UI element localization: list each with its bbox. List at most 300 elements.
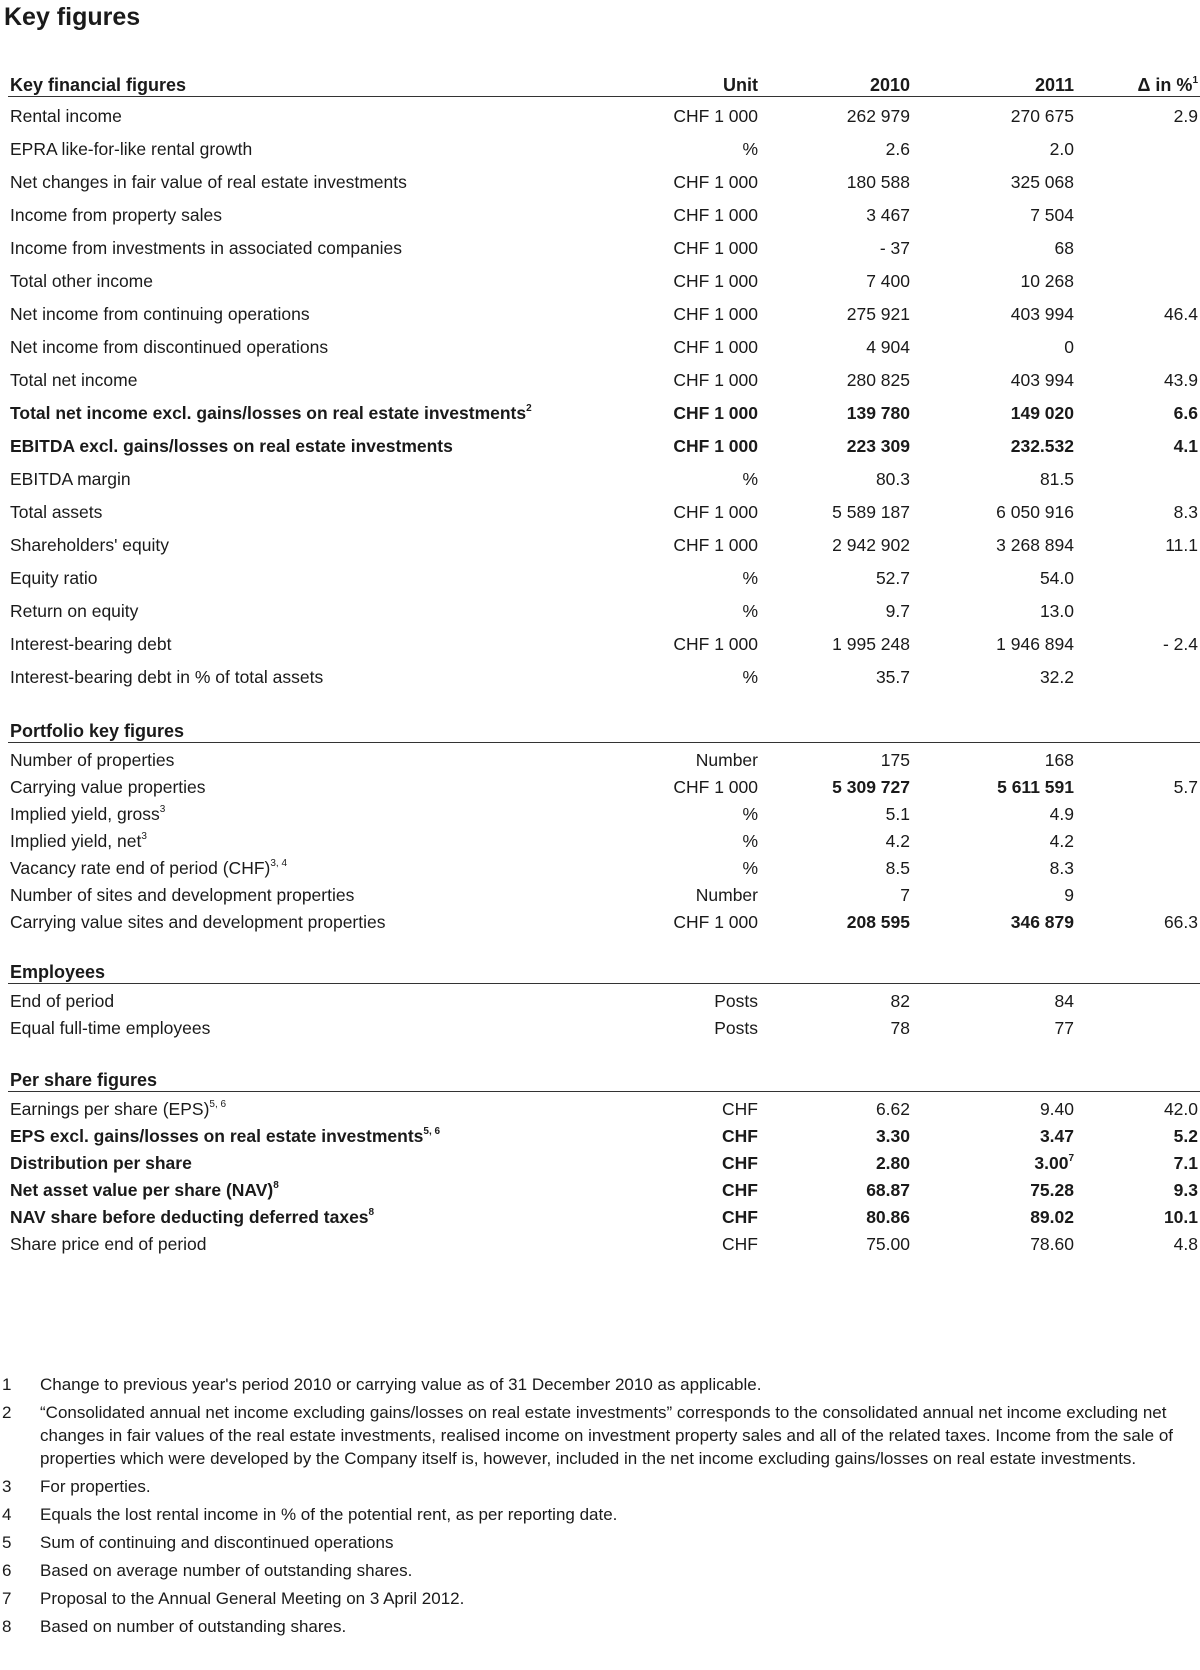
row-label-text: Carrying value properties bbox=[10, 777, 206, 797]
row-value-2011 bbox=[1040, 1099, 1074, 1120]
row-value-2011-text: 81.5 bbox=[1039, 469, 1074, 489]
row-unit: CHF 1 000 bbox=[673, 238, 758, 258]
row-value-2010: 8.5 bbox=[885, 858, 910, 878]
row-unit: Posts bbox=[714, 1018, 758, 1038]
row-value-2010: 223 309 bbox=[846, 436, 910, 456]
row-value-2010: 4 904 bbox=[866, 337, 910, 357]
row-label-text: Return on equity bbox=[10, 601, 139, 621]
row-value-2011-footnote: 7 bbox=[1068, 1153, 1074, 1164]
footnote-text: “Consolidated annual net income excluding gains/losses on real estate investments” corresponds to the consolidated annual net income excluding net changes in fair values of the real estate investments, realised income on investment property sales and all of the related taxes. Income from the sale of properties which were developed by the Company itself is, however, included in the net income excluding gains/losses on real estate investments. bbox=[40, 1403, 1173, 1468]
row-value-2011-text: 325 068 bbox=[1010, 172, 1074, 192]
row-value-2011-text: 149 020 bbox=[1010, 403, 1074, 423]
row-label bbox=[10, 139, 252, 160]
section-title: Key financial figures bbox=[10, 75, 187, 95]
row-value-2011 bbox=[996, 502, 1074, 523]
row-label-footnote: 5, 6 bbox=[423, 1126, 441, 1137]
row-delta: 11.1 bbox=[1165, 535, 1198, 555]
table-row bbox=[8, 912, 1200, 939]
table-row bbox=[8, 238, 1200, 271]
row-unit: % bbox=[742, 601, 758, 621]
row-unit: CHF 1 000 bbox=[673, 370, 758, 390]
table-row bbox=[8, 1180, 1200, 1207]
row-value-2011-text: 4.9 bbox=[1049, 804, 1074, 824]
table-row bbox=[8, 634, 1200, 667]
table-row bbox=[8, 601, 1200, 634]
row-value-2011 bbox=[1064, 885, 1074, 906]
table-row bbox=[8, 804, 1200, 831]
table-row bbox=[8, 172, 1200, 205]
row-label bbox=[10, 1153, 192, 1174]
row-label bbox=[10, 436, 453, 457]
row-value-2011 bbox=[1040, 469, 1074, 490]
table-row bbox=[8, 1234, 1200, 1261]
row-value-2011 bbox=[1030, 1180, 1074, 1201]
footnote-number: 1 bbox=[2, 1375, 12, 1394]
row-label bbox=[10, 1234, 207, 1255]
row-label-text: Interest-bearing debt bbox=[10, 634, 172, 654]
row-label bbox=[10, 535, 169, 556]
page-title: Key figures bbox=[4, 3, 141, 31]
table-row bbox=[8, 337, 1200, 370]
row-unit: % bbox=[742, 858, 758, 878]
row-unit: % bbox=[742, 667, 758, 687]
row-value-2010: 80.86 bbox=[866, 1207, 910, 1227]
row-value-2011 bbox=[1040, 1126, 1074, 1147]
row-unit: CHF bbox=[722, 1207, 758, 1227]
row-label bbox=[10, 304, 310, 325]
row-label-text: Earnings per share (EPS) bbox=[10, 1099, 210, 1119]
section-header bbox=[8, 720, 1200, 743]
row-unit: CHF bbox=[722, 1126, 758, 1146]
footnote-number: 3 bbox=[2, 1477, 12, 1496]
row-unit: Posts bbox=[714, 991, 758, 1011]
row-value-2011-text: 8.3 bbox=[1049, 858, 1074, 878]
row-label-text: Net changes in fair value of real estate investments bbox=[10, 172, 407, 192]
col-header-unit: Unit bbox=[723, 75, 758, 95]
row-value-2011-text: 1 946 894 bbox=[996, 634, 1074, 654]
footnote-item bbox=[0, 1615, 1192, 1638]
row-label bbox=[10, 667, 323, 688]
row-label-text: Equal full-time employees bbox=[10, 1018, 211, 1038]
row-unit: CHF 1 000 bbox=[673, 205, 758, 225]
row-delta: 46.4 bbox=[1163, 304, 1198, 324]
row-unit: CHF 1 000 bbox=[673, 634, 758, 654]
row-value-2011 bbox=[1030, 1234, 1074, 1255]
row-delta: 2.9 bbox=[1173, 106, 1198, 126]
footnote-item bbox=[0, 1475, 1192, 1498]
row-label bbox=[10, 271, 153, 292]
row-value-2010: - 37 bbox=[879, 238, 910, 258]
row-value-2011-text: 3.47 bbox=[1039, 1126, 1074, 1146]
row-value-2011-text: 7 504 bbox=[1030, 205, 1074, 225]
section-header bbox=[8, 961, 1200, 984]
table-row bbox=[8, 1207, 1200, 1234]
row-value-2011 bbox=[1055, 1018, 1074, 1039]
row-unit: CHF 1 000 bbox=[673, 271, 758, 291]
row-label-text: Share price end of period bbox=[10, 1234, 207, 1254]
row-label-text: Implied yield, net bbox=[10, 831, 142, 851]
row-label-text: Net asset value per share (NAV) bbox=[10, 1180, 274, 1200]
row-value-2011-text: 5 611 591 bbox=[997, 777, 1074, 797]
row-value-2010: 7 400 bbox=[866, 271, 910, 291]
row-value-2011-text: 13.0 bbox=[1039, 601, 1074, 621]
row-label-footnote: 2 bbox=[526, 403, 532, 414]
row-unit: CHF 1 000 bbox=[673, 304, 758, 324]
row-value-2011-text: 403 994 bbox=[1010, 370, 1074, 390]
row-unit: CHF bbox=[722, 1180, 758, 1200]
row-value-2011 bbox=[1011, 436, 1074, 457]
col-header-2010: 2010 bbox=[869, 75, 910, 95]
row-label bbox=[10, 238, 402, 259]
row-unit: CHF 1 000 bbox=[673, 912, 758, 932]
row-unit: % bbox=[742, 831, 758, 851]
col-header-2011: 2011 bbox=[1034, 75, 1074, 95]
row-label-footnote: 3, 4 bbox=[270, 858, 288, 869]
row-value-2011 bbox=[1050, 804, 1074, 825]
section-1 bbox=[8, 720, 1200, 932]
row-value-2010: 35.7 bbox=[875, 667, 910, 687]
row-value-2011 bbox=[1030, 205, 1074, 226]
row-label bbox=[10, 885, 354, 906]
row-label-text: EPRA like-for-like rental growth bbox=[10, 139, 253, 159]
row-label-text: EPS excl. gains/losses on real estate investments bbox=[10, 1126, 424, 1146]
row-value-2010: 75.00 bbox=[866, 1234, 910, 1254]
row-label-text: Distribution per share bbox=[10, 1153, 192, 1173]
row-label-text: Total net income bbox=[10, 370, 138, 390]
row-delta: - 2.4 bbox=[1162, 634, 1198, 654]
footnote-number: 7 bbox=[2, 1589, 12, 1608]
row-label-text: Vacancy rate end of period (CHF) bbox=[10, 858, 271, 878]
row-value-2010: 4.2 bbox=[885, 831, 910, 851]
row-value-2011 bbox=[1050, 831, 1074, 852]
row-value-2011-text: 89.02 bbox=[1030, 1207, 1074, 1227]
row-label-text: Total other income bbox=[10, 271, 153, 291]
row-value-2010: 180 588 bbox=[846, 172, 910, 192]
row-delta: 8.3 bbox=[1173, 502, 1198, 522]
row-delta: 4.1 bbox=[1173, 436, 1198, 456]
row-value-2010: 2.80 bbox=[875, 1153, 910, 1173]
row-value-2011-text: 32.2 bbox=[1039, 667, 1074, 687]
footnote-text: Proposal to the Annual General Meeting on 3 April 2012. bbox=[40, 1589, 465, 1608]
row-value-2011-text: 77 bbox=[1054, 1018, 1074, 1038]
row-value-2010: 78 bbox=[890, 1018, 910, 1038]
row-value-2011-text: 0 bbox=[1064, 337, 1074, 357]
row-value-2011 bbox=[1050, 139, 1074, 160]
table-row bbox=[8, 1153, 1200, 1180]
row-label-text: Income from property sales bbox=[10, 205, 223, 225]
row-unit: CHF 1 000 bbox=[673, 777, 758, 797]
row-label bbox=[10, 502, 102, 523]
row-value-2010: 82 bbox=[890, 991, 910, 1011]
row-value-2010: 5 589 187 bbox=[832, 502, 910, 522]
section-title: Portfolio key figures bbox=[10, 721, 185, 741]
row-unit: CHF 1 000 bbox=[673, 403, 758, 423]
row-value-2011 bbox=[1040, 601, 1074, 622]
row-label bbox=[10, 750, 174, 771]
footnote-item bbox=[0, 1531, 1192, 1554]
row-value-2011-text: 168 bbox=[1044, 750, 1074, 770]
row-value-2011-text: 4.2 bbox=[1049, 831, 1074, 851]
row-delta: 9.3 bbox=[1173, 1180, 1198, 1200]
row-value-2010: 280 825 bbox=[846, 370, 910, 390]
footnote-text: For properties. bbox=[40, 1477, 151, 1496]
section-3 bbox=[8, 1069, 1200, 1254]
footnotes bbox=[0, 1373, 1192, 1643]
row-label bbox=[10, 205, 222, 226]
section-2 bbox=[8, 961, 1200, 1038]
row-unit: CHF 1 000 bbox=[673, 535, 758, 555]
row-delta: 66.3 bbox=[1163, 912, 1198, 932]
row-value-2011 bbox=[1040, 568, 1074, 589]
row-value-2011-text: 3 268 894 bbox=[996, 535, 1074, 555]
row-label bbox=[10, 831, 147, 852]
row-value-2010: 139 780 bbox=[846, 403, 910, 423]
row-value-2011-text: 75.28 bbox=[1030, 1180, 1074, 1200]
table-row bbox=[8, 667, 1200, 700]
row-value-2010: 7 bbox=[900, 885, 910, 905]
row-delta: 5.2 bbox=[1173, 1126, 1198, 1146]
row-value-2010: 52.7 bbox=[875, 568, 910, 588]
row-value-2010: 262 979 bbox=[846, 106, 910, 126]
row-unit: % bbox=[742, 139, 758, 159]
section-title: Per share figures bbox=[10, 1070, 158, 1090]
table-row bbox=[8, 750, 1200, 777]
row-value-2011 bbox=[1045, 750, 1074, 771]
table-row bbox=[8, 106, 1200, 139]
footnote-text: Equals the lost rental income in % of the potential rent, as per reporting date. bbox=[40, 1505, 618, 1524]
table-row bbox=[8, 436, 1200, 469]
row-value-2011-text: 6 050 916 bbox=[996, 502, 1074, 522]
row-value-2011-text: 3.00 bbox=[1034, 1153, 1069, 1173]
table-row bbox=[8, 271, 1200, 304]
row-value-2011-text: 78.60 bbox=[1030, 1234, 1074, 1254]
row-label-text: End of period bbox=[10, 991, 115, 1011]
row-label-text: Carrying value sites and development properties bbox=[10, 912, 386, 932]
row-label-text: Net income from continuing operations bbox=[10, 304, 310, 324]
row-value-2010: 80.3 bbox=[875, 469, 910, 489]
footnote-item bbox=[0, 1401, 1192, 1470]
row-label-text: EBITDA margin bbox=[10, 469, 131, 489]
row-label bbox=[10, 634, 172, 655]
row-value-2010: 68.87 bbox=[866, 1180, 910, 1200]
row-label-text: Total assets bbox=[10, 502, 103, 522]
row-label-text: Net income from discontinued operations bbox=[10, 337, 329, 357]
row-unit: CHF 1 000 bbox=[673, 337, 758, 357]
section-0 bbox=[8, 74, 1200, 687]
table-row bbox=[8, 568, 1200, 601]
row-label-text: Total net income excl. gains/losses on real estate investments bbox=[10, 403, 527, 423]
table-row bbox=[8, 469, 1200, 502]
row-label bbox=[10, 912, 385, 933]
row-label-text: Shareholders' equity bbox=[10, 535, 169, 555]
row-unit: CHF 1 000 bbox=[673, 436, 758, 456]
row-value-2011 bbox=[1011, 172, 1074, 193]
row-label bbox=[10, 1180, 279, 1201]
table-row bbox=[8, 535, 1200, 568]
row-unit: CHF 1 000 bbox=[673, 106, 758, 126]
row-label-text: Equity ratio bbox=[10, 568, 98, 588]
row-delta: 5.7 bbox=[1173, 777, 1198, 797]
row-value-2011 bbox=[1011, 403, 1074, 424]
table-row bbox=[8, 205, 1200, 238]
row-unit: Number bbox=[695, 885, 758, 905]
row-unit: CHF bbox=[722, 1153, 758, 1173]
row-unit: % bbox=[742, 568, 758, 588]
row-value-2010: 175 bbox=[880, 750, 910, 770]
footnote-text: Sum of continuing and discontinued operations bbox=[40, 1533, 394, 1552]
col-header-delta bbox=[1137, 74, 1198, 96]
footnote-number: 2 bbox=[2, 1403, 12, 1422]
section-title: Employees bbox=[10, 962, 106, 982]
row-value-2010: 5.1 bbox=[885, 804, 910, 824]
footnote-number: 4 bbox=[2, 1505, 12, 1524]
row-value-2011-text: 54.0 bbox=[1039, 568, 1074, 588]
footnote-number: 8 bbox=[2, 1617, 12, 1636]
footnote-number: 6 bbox=[2, 1561, 12, 1580]
row-value-2011 bbox=[1034, 1153, 1074, 1174]
row-label-text: EBITDA excl. gains/losses on real estate investments bbox=[10, 436, 453, 456]
row-label-text: NAV share before deducting deferred taxes bbox=[10, 1207, 369, 1227]
row-label bbox=[10, 777, 206, 798]
row-delta: 10.1 bbox=[1163, 1207, 1198, 1227]
row-label bbox=[10, 106, 122, 127]
row-value-2011-text: 232.532 bbox=[1010, 436, 1074, 456]
row-label-text: Interest-bearing debt in % of total assets bbox=[10, 667, 324, 687]
row-label bbox=[10, 370, 137, 391]
table-row bbox=[8, 885, 1200, 912]
row-unit: % bbox=[742, 804, 758, 824]
row-value-2010: 2 942 902 bbox=[832, 535, 910, 555]
row-value-2011 bbox=[997, 777, 1074, 798]
row-label-footnote: 3 bbox=[159, 804, 166, 815]
row-label-text: Income from investments in associated companies bbox=[10, 238, 402, 258]
row-label-text: Number of properties bbox=[10, 750, 175, 770]
row-value-2010: 275 921 bbox=[846, 304, 910, 324]
table-row bbox=[8, 502, 1200, 535]
row-delta: 7.1 bbox=[1173, 1153, 1198, 1173]
row-label-footnote: 5, 6 bbox=[209, 1099, 227, 1110]
section-header bbox=[8, 74, 1200, 97]
table-row bbox=[8, 1126, 1200, 1153]
row-label bbox=[10, 469, 131, 490]
col-header-delta-footnote: 1 bbox=[1192, 75, 1198, 86]
table-row bbox=[8, 139, 1200, 172]
row-unit: CHF 1 000 bbox=[673, 172, 758, 192]
row-value-2010: 6.62 bbox=[875, 1099, 910, 1119]
footnote-text: Based on average number of outstanding shares. bbox=[40, 1561, 413, 1580]
row-value-2010: 3.30 bbox=[875, 1126, 910, 1146]
row-label bbox=[10, 804, 165, 825]
row-value-2011 bbox=[1064, 337, 1074, 358]
row-value-2011 bbox=[1050, 858, 1074, 879]
row-unit: Number bbox=[695, 750, 758, 770]
row-value-2011 bbox=[1055, 238, 1074, 259]
footnote-item bbox=[0, 1587, 1192, 1610]
row-label bbox=[10, 858, 287, 879]
row-value-2010: 208 595 bbox=[846, 912, 910, 932]
footnote-text: Based on number of outstanding shares. bbox=[40, 1617, 347, 1636]
footnote-number: 5 bbox=[2, 1533, 12, 1552]
row-value-2011-text: 10 268 bbox=[1020, 271, 1074, 291]
row-unit: CHF bbox=[722, 1099, 758, 1119]
row-value-2011-text: 9.40 bbox=[1039, 1099, 1074, 1119]
row-value-2011-text: 68 bbox=[1054, 238, 1074, 258]
row-value-2011 bbox=[996, 634, 1074, 655]
row-label-text: Number of sites and development properties bbox=[10, 885, 355, 905]
row-label-text: Implied yield, gross bbox=[10, 804, 160, 824]
row-label-footnote: 8 bbox=[368, 1207, 375, 1218]
row-value-2011 bbox=[1011, 912, 1074, 933]
col-header-delta-text: Δ in % bbox=[1137, 75, 1193, 95]
footnote-item bbox=[0, 1559, 1192, 1582]
row-label bbox=[10, 403, 532, 424]
row-value-2011-text: 270 675 bbox=[1010, 106, 1074, 126]
row-label-footnote: 8 bbox=[273, 1180, 279, 1191]
row-value-2011 bbox=[1030, 1207, 1074, 1228]
footnote-item bbox=[0, 1503, 1192, 1526]
row-label bbox=[10, 1126, 440, 1147]
row-unit: CHF bbox=[722, 1234, 758, 1254]
row-value-2010: 2.6 bbox=[885, 139, 910, 159]
row-value-2010: 9.7 bbox=[885, 601, 910, 621]
row-delta: 43.9 bbox=[1163, 370, 1198, 390]
table-row bbox=[8, 1099, 1200, 1126]
row-value-2011 bbox=[1040, 667, 1074, 688]
row-value-2011 bbox=[1011, 370, 1074, 391]
footnote-text: Change to previous year's period 2010 or carrying value as of 31 December 2010 as applicable. bbox=[40, 1375, 762, 1394]
row-value-2011 bbox=[996, 535, 1074, 556]
row-label-footnote: 3 bbox=[141, 831, 147, 842]
row-label bbox=[10, 1207, 374, 1228]
row-label bbox=[10, 568, 98, 589]
row-value-2010: 5 309 727 bbox=[832, 777, 910, 797]
row-delta: 6.6 bbox=[1173, 403, 1198, 423]
row-unit: % bbox=[742, 469, 758, 489]
row-value-2011 bbox=[1055, 991, 1074, 1012]
row-value-2011 bbox=[1011, 106, 1074, 127]
row-value-2011-text: 9 bbox=[1064, 885, 1074, 905]
table-row bbox=[8, 403, 1200, 436]
table-row bbox=[8, 831, 1200, 858]
row-value-2011-text: 346 879 bbox=[1010, 912, 1074, 932]
table-row bbox=[8, 991, 1200, 1018]
table-row bbox=[8, 1018, 1200, 1045]
row-label bbox=[10, 172, 407, 193]
table-row bbox=[8, 777, 1200, 804]
row-label bbox=[10, 601, 138, 622]
row-label-text: Rental income bbox=[10, 106, 122, 126]
row-label bbox=[10, 337, 328, 358]
row-value-2011 bbox=[1011, 304, 1074, 325]
table-row bbox=[8, 304, 1200, 337]
row-value-2011-text: 2.0 bbox=[1049, 139, 1074, 159]
row-label bbox=[10, 1099, 226, 1120]
row-unit: CHF 1 000 bbox=[673, 502, 758, 522]
table-row bbox=[8, 370, 1200, 403]
table-row bbox=[8, 858, 1200, 885]
row-value-2010: 3 467 bbox=[866, 205, 910, 225]
row-value-2010: 1 995 248 bbox=[832, 634, 910, 654]
footnote-item bbox=[0, 1373, 1192, 1396]
section-header bbox=[8, 1069, 1200, 1092]
row-label bbox=[10, 991, 114, 1012]
row-delta: 4.8 bbox=[1173, 1234, 1198, 1254]
row-value-2011-text: 84 bbox=[1054, 991, 1074, 1011]
row-label bbox=[10, 1018, 210, 1039]
row-value-2011-text: 403 994 bbox=[1010, 304, 1074, 324]
row-delta: 42.0 bbox=[1163, 1099, 1198, 1119]
row-value-2011 bbox=[1020, 271, 1074, 292]
